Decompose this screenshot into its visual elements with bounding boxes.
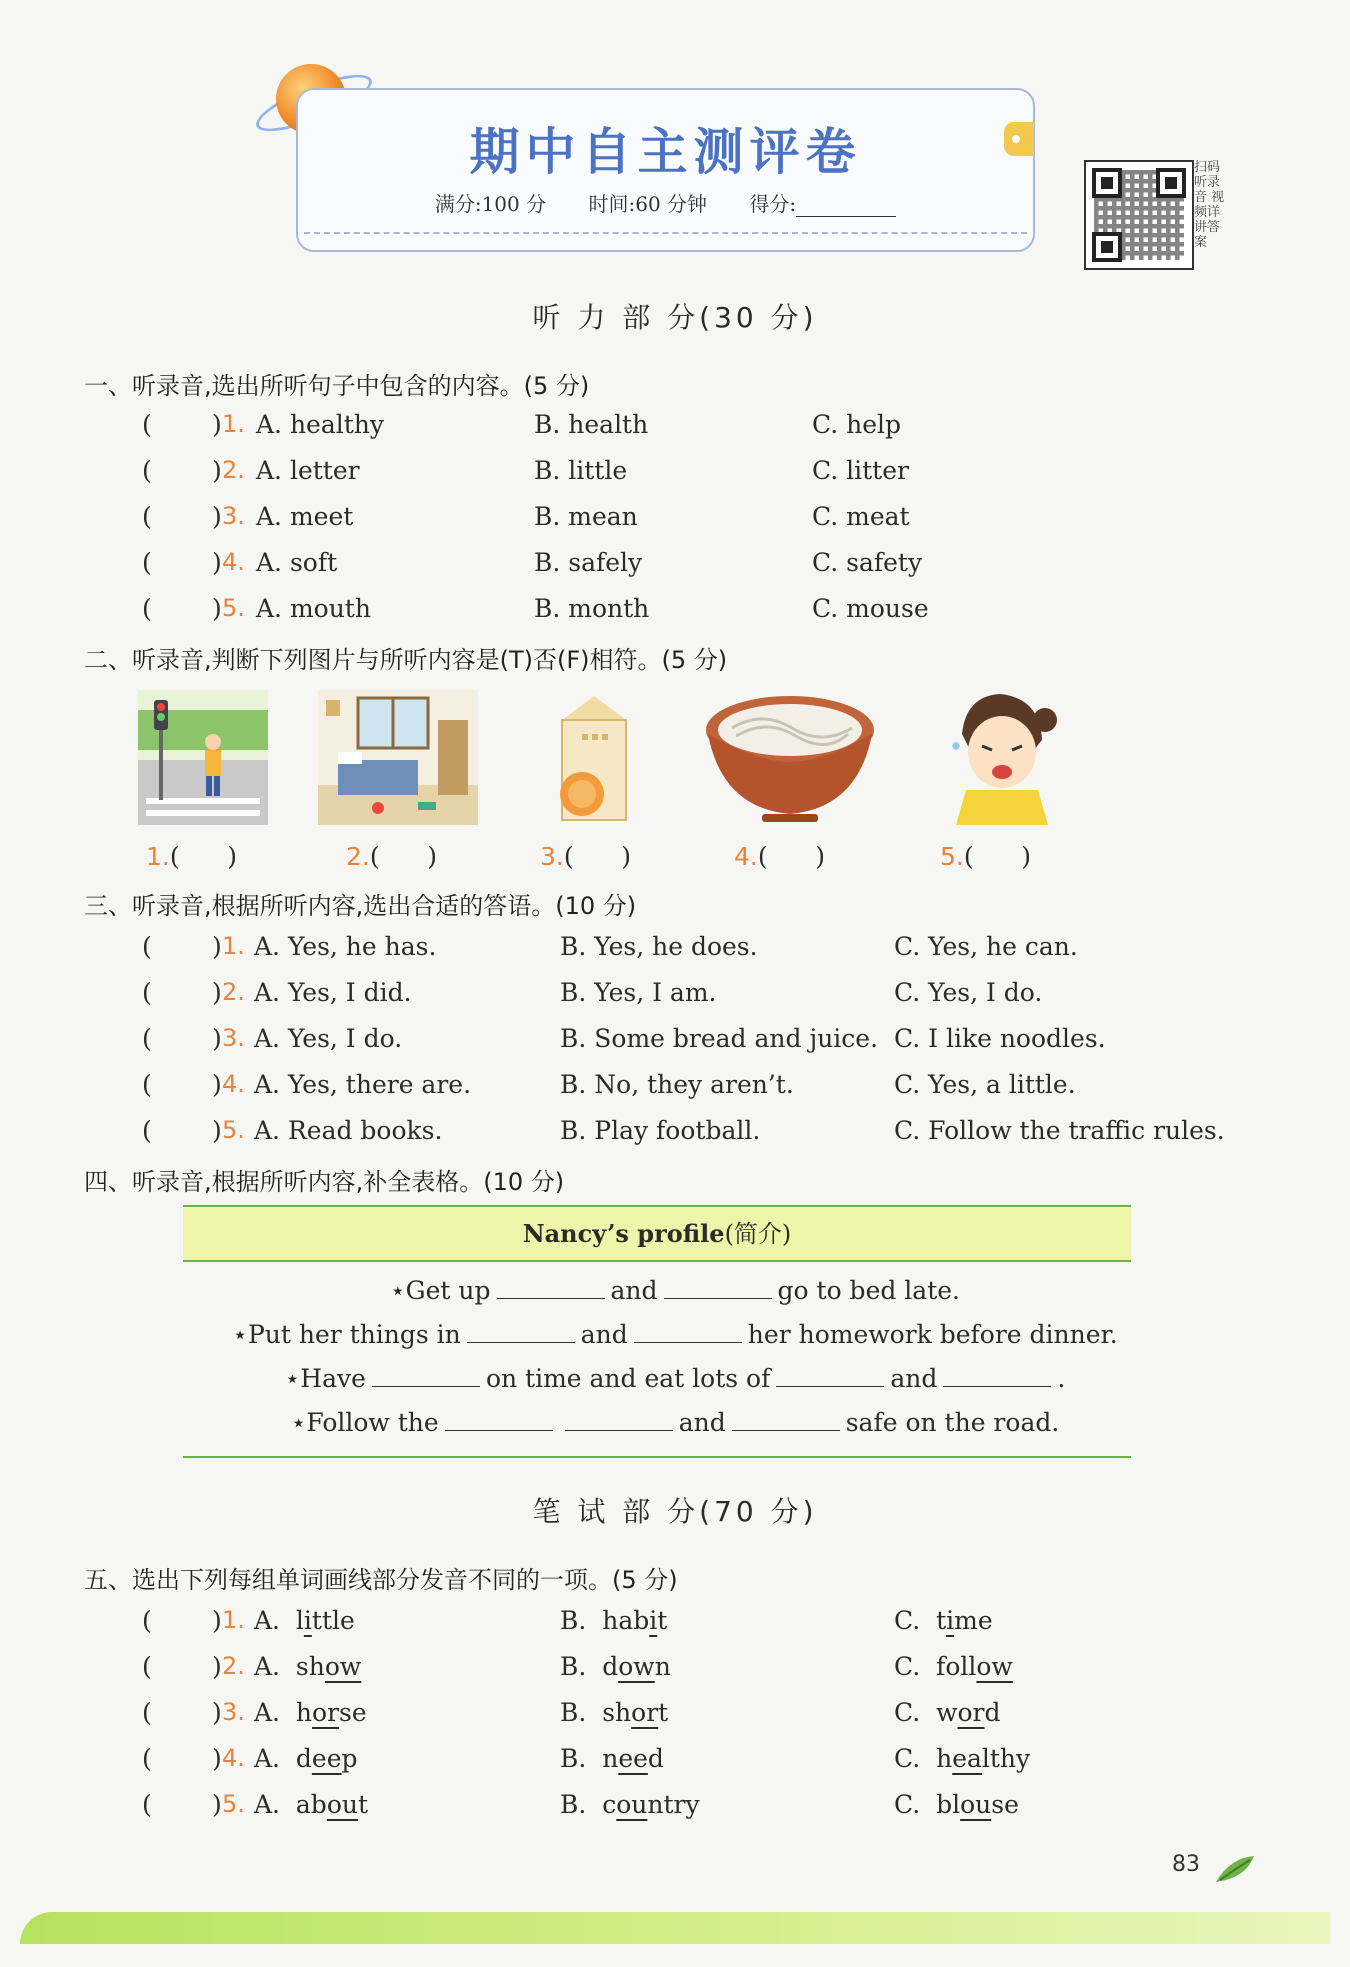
option-c: C. mouse <box>812 594 929 623</box>
question-number: 1. <box>222 932 245 960</box>
q3-row: ( ) 4. A. Yes, there are. B. No, they aren’t. C. Yes, a little. <box>142 1070 1076 1099</box>
option-c: C. Yes, I do. <box>894 978 1043 1007</box>
table-bottom-border <box>183 1456 1131 1458</box>
question-number: 3. <box>222 502 245 530</box>
noodle-bowl-picture <box>702 690 878 825</box>
answer-paren-left: ( <box>142 502 152 531</box>
fill-blank[interactable] <box>565 1410 673 1431</box>
exam-info <box>298 188 1033 217</box>
option-c: C. healthy <box>894 1744 1031 1773</box>
answer-paren-left: ( <box>142 594 152 623</box>
score-label: 得分: <box>749 192 797 216</box>
q4-heading: 四、听录音,根据所听内容,补全表格。(10 分) <box>84 1168 565 1196</box>
option-a: A. horse <box>254 1698 367 1727</box>
option-a: A. Yes, I did. <box>254 978 412 1007</box>
question-number: 3. <box>222 1698 245 1726</box>
q1-row <box>0 502 1350 542</box>
option-a: A. Yes, there are. <box>254 1070 472 1099</box>
q5-row: ( ) 1. A. little B. habit C. time <box>142 1606 993 1635</box>
question-number: 2. <box>222 456 245 484</box>
option-b: B. need <box>560 1744 664 1773</box>
option-b: B. mean <box>534 502 638 531</box>
option-b: B. month <box>534 594 650 623</box>
question-number: 5. <box>222 1790 245 1818</box>
option-c: C. meat <box>812 502 910 531</box>
q3-row: ( ) 5. A. Read books. B. Play football. C. Follow the traffic rules. <box>142 1116 1225 1145</box>
question-number: 4. <box>222 1070 245 1098</box>
option-a: A. Yes, he has. <box>254 932 437 961</box>
option-b: B. Some bread and juice. <box>560 1024 879 1053</box>
option-b: B. No, they aren’t. <box>560 1070 794 1099</box>
option-b: B. down <box>560 1652 671 1681</box>
question-number: 4. <box>222 1744 245 1772</box>
time-limit: 时间:60 分钟 <box>588 192 708 216</box>
exam-title: 期中自主测评卷 <box>469 123 862 181</box>
option-a: A. Read books. <box>254 1116 443 1145</box>
option-a: A. little <box>254 1606 355 1635</box>
q3-row: ( ) 1. A. Yes, he has. B. Yes, he does. C. Yes, he can. <box>142 932 1078 961</box>
q3-row: ( ) 2. A. Yes, I did. B. Yes, I am. C. Yes, I do. <box>142 978 1043 1007</box>
option-c: C. blouse <box>894 1790 1019 1819</box>
question-number: 1. <box>222 1606 245 1634</box>
option-c: C. I like noodles. <box>894 1024 1106 1053</box>
picture-label-5: 5.( ) <box>940 842 1032 871</box>
table-title: Nancy’s profile <box>522 1219 725 1248</box>
table-title-cn: (简介) <box>724 1220 792 1248</box>
q1-heading: 一、听录音,选出所听句子中包含的内容。(5 分) <box>84 372 590 400</box>
option-c: C. Yes, he can. <box>894 932 1078 961</box>
q5-row: ( ) 5. A. about B. country C. blouse <box>142 1790 1019 1819</box>
option-b: B. safely <box>534 548 643 577</box>
table-top-border <box>183 1205 1131 1207</box>
option-c: C. time <box>894 1606 993 1635</box>
option-b: B. health <box>534 410 649 439</box>
fill-blank[interactable] <box>372 1366 480 1387</box>
messy-room-picture <box>318 690 478 825</box>
answer-blank[interactable]: ( ) <box>757 842 826 871</box>
answer-blank[interactable]: ( ) <box>563 842 632 871</box>
page-number: 83 <box>1172 1852 1200 1877</box>
q1-row <box>0 548 1350 588</box>
option-a: A. about <box>254 1790 369 1819</box>
table-line-2: ⋆Put her things in and her homework before dinner. <box>232 1320 1118 1349</box>
fill-blank[interactable] <box>497 1278 605 1299</box>
picture-label-4: 4.( ) <box>734 842 826 871</box>
option-a: A. meet <box>256 502 354 531</box>
listening-part-title: 听 力 部 分(30 分) <box>532 301 818 334</box>
fill-blank[interactable] <box>467 1322 575 1343</box>
answer-paren-right: ) <box>212 548 222 577</box>
answer-paren-left: ( <box>142 456 152 485</box>
question-number: 2. <box>222 978 245 1006</box>
answer-blank[interactable]: ( ) <box>963 842 1032 871</box>
answer-paren-right: ) <box>212 502 222 531</box>
bookmark-tag-icon <box>1004 122 1034 156</box>
score-blank[interactable] <box>796 198 896 217</box>
written-part-title: 笔 试 部 分(70 分) <box>532 1495 818 1528</box>
question-number: 4. <box>222 548 245 576</box>
q5-row: ( ) 2. A. show B. down C. follow <box>142 1652 1013 1681</box>
fill-blank[interactable] <box>445 1410 553 1431</box>
option-b: B. Play football. <box>560 1116 761 1145</box>
question-number: 5. <box>222 594 245 622</box>
option-c: C. word <box>894 1698 1001 1727</box>
question-number: 5. <box>222 1116 245 1144</box>
option-c: C. safety <box>812 548 923 577</box>
q3-heading: 三、听录音,根据所听内容,选出合适的答语。(10 分) <box>84 892 637 920</box>
fill-blank[interactable] <box>943 1366 1051 1387</box>
option-c: C. Yes, a little. <box>894 1070 1076 1099</box>
qr-caption: 扫码听录音 视频详讲答案 <box>1194 160 1225 250</box>
leaf-bird-icon <box>1212 1852 1258 1892</box>
qr-code-icon[interactable] <box>1084 160 1194 270</box>
option-a: A. soft <box>256 548 338 577</box>
option-a: A. mouth <box>256 594 371 623</box>
option-b: B. country <box>560 1790 700 1819</box>
crosswalk-traffic-light-picture <box>138 690 268 825</box>
juice-carton-picture <box>552 690 636 825</box>
q1-row <box>0 456 1350 496</box>
header-dashed-divider <box>304 232 1027 234</box>
option-c: C. follow <box>894 1652 1013 1681</box>
option-b: B. Yes, I am. <box>560 978 717 1007</box>
answer-blank[interactable]: ( ) <box>369 842 438 871</box>
option-b: B. habit <box>560 1606 668 1635</box>
table-line-1: ⋆Get up and go to bed late. <box>389 1276 960 1305</box>
question-number: 1. <box>222 410 245 438</box>
answer-paren-right: ) <box>212 410 222 439</box>
footer-decoration-band <box>20 1912 1330 1944</box>
table-line-4: ⋆Follow the and safe on the road. <box>290 1408 1060 1437</box>
option-c: C. litter <box>812 456 909 485</box>
fill-blank[interactable] <box>776 1366 884 1387</box>
answer-paren-right: ) <box>212 456 222 485</box>
q1-row <box>0 410 1350 450</box>
header-box <box>296 88 1035 252</box>
q3-row: ( ) 3. A. Yes, I do. B. Some bread and juice. C. I like noodles. <box>142 1024 1106 1053</box>
answer-paren-left: ( <box>142 410 152 439</box>
option-c: C. Follow the traffic rules. <box>894 1116 1225 1145</box>
fill-blank[interactable] <box>732 1410 840 1431</box>
option-a: A. show <box>254 1652 362 1681</box>
picture-label-1: 1.( ) <box>146 842 238 871</box>
q1-row <box>0 594 1350 634</box>
option-b: B. little <box>534 456 628 485</box>
score-field <box>749 192 896 216</box>
option-a: A. letter <box>256 456 360 485</box>
answer-paren-right: ) <box>212 594 222 623</box>
table-header <box>183 1208 1131 1262</box>
answer-blank[interactable]: ( ) <box>169 842 238 871</box>
answer-paren-left: ( <box>142 548 152 577</box>
option-b: B. Yes, he does. <box>560 932 758 961</box>
table-line-3: ⋆Have on time and eat lots of and . <box>284 1364 1066 1393</box>
crying-girl-picture <box>930 690 1060 825</box>
question-number: 2. <box>222 1652 245 1680</box>
picture-label-2: 2.( ) <box>346 842 438 871</box>
question-number: 3. <box>222 1024 245 1052</box>
option-b: B. short <box>560 1698 669 1727</box>
q5-row: ( ) 3. A. horse B. short C. word <box>142 1698 1001 1727</box>
fill-blank[interactable] <box>664 1278 772 1299</box>
q5-heading: 五、选出下列每组单词画线部分发音不同的一项。(5 分) <box>84 1566 678 1594</box>
q2-heading: 二、听录音,判断下列图片与所听内容是(T)否(F)相符。(5 分) <box>84 646 728 674</box>
option-a: A. healthy <box>256 410 385 439</box>
picture-label-3: 3.( ) <box>540 842 632 871</box>
option-a: A. Yes, I do. <box>254 1024 403 1053</box>
option-c: C. help <box>812 410 902 439</box>
fill-blank[interactable] <box>634 1322 742 1343</box>
q5-row: ( ) 4. A. deep B. need C. healthy <box>142 1744 1031 1773</box>
full-score: 满分:100 分 <box>434 192 547 216</box>
option-a: A. deep <box>254 1744 358 1773</box>
